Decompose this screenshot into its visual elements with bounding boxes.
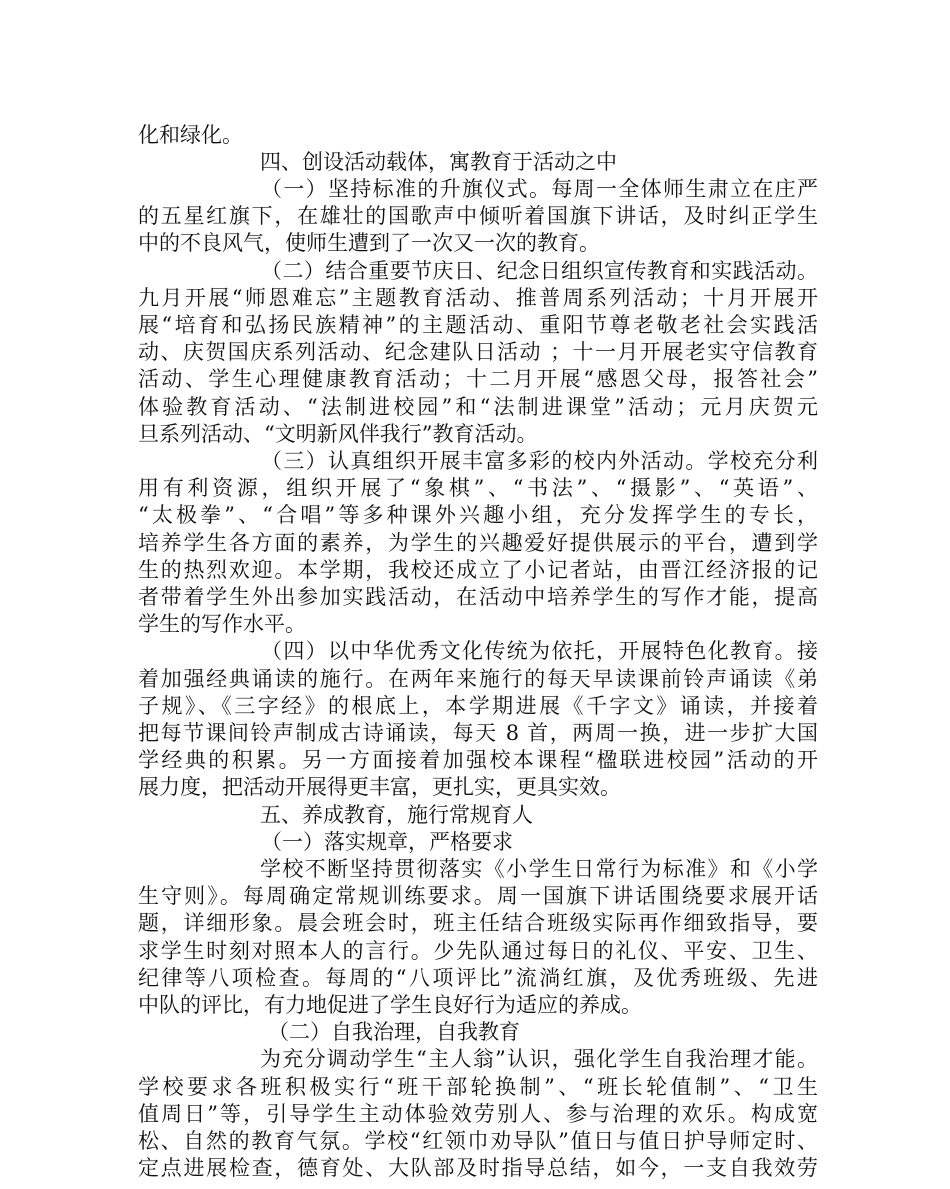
text-line: （一）落实规章，严格要求 bbox=[261, 829, 513, 854]
text-line: 旦系列活动、“文明新风伴我行”教育活动。 bbox=[138, 421, 538, 446]
text-line: 把每节课间铃声制成古诗诵读，每天 8 首，两周一换，进一步扩大国 bbox=[138, 720, 818, 745]
text-line: 定点进展检查，德育处、大队部及时指导总结，如今，一支自我效劳 bbox=[138, 1156, 818, 1181]
text-line: 求学生时刻对照本人的言行。少先队通过每日的礼仪、平安、卫生、 bbox=[138, 938, 818, 963]
text-line: 五、养成教育，施行常规育人 bbox=[260, 802, 533, 827]
text-line: 九月开展“师恩难忘”主题教育活动、推普周系列活动；十月开展开 bbox=[138, 285, 818, 310]
text-line: 题，详细形象。晨会班会时，班主任结合班级实际再作细致指导，要 bbox=[138, 911, 818, 936]
text-line: 体验教育活动、“法制进校园”和“法制进课堂”活动；元月庆贺元 bbox=[138, 394, 818, 419]
text-line: 学生的写作水平。 bbox=[138, 612, 306, 637]
text-line: 学经典的积累。另一方面接着加强校本课程“楹联进校园”活动的开 bbox=[138, 748, 818, 773]
text-line: 展力度，把活动开展得更丰富，更扎实，更具实效。 bbox=[138, 775, 621, 800]
text-line: 中的不良风气，使师生遭到了一次又一次的教育。 bbox=[138, 231, 600, 256]
text-line: 松、自然的教育气氛。学校“红领巾劝导队”值日与值日护导师定时、 bbox=[138, 1128, 818, 1153]
text-line: （一）坚持标准的升旗仪式。每周一全体师生肃立在庄严 bbox=[261, 176, 818, 201]
text-line: 中队的评比，有力地促进了学生良好行为适应的养成。 bbox=[138, 992, 642, 1017]
text-line: 生的热烈欢迎。本学期，我校还成立了小记者站，由晋江经济报的记 bbox=[138, 557, 818, 582]
text-line: 为充分调动学生“主人翁”认识，强化学生自我治理才能。 bbox=[260, 1047, 818, 1072]
text-line: 的五星红旗下，在雄壮的国歌声中倾听着国旗下讲话，及时纠正学生 bbox=[138, 204, 818, 229]
text-line: 值周日”等，引导学生主动体验效劳别人、参与治理的欢乐。构成宽 bbox=[138, 1101, 818, 1126]
text-line: 纪律等八项检查。每周的“八项评比”流淌红旗，及优秀班级、先进 bbox=[138, 965, 818, 990]
text-line: 活动、学生心理健康教育活动；十二月开展“感恩父母，报答社会” bbox=[138, 367, 818, 392]
text-line: 动、庆贺国庆系列活动、纪念建队日活动 ；十一月开展老实守信教育 bbox=[138, 340, 818, 365]
text-line: 生守则》。每周确定常规训练要求。周一国旗下讲话围绕要求展开话 bbox=[138, 884, 818, 909]
text-line: （二）自我治理，自我教育 bbox=[268, 1020, 520, 1045]
text-line: 培养学生各方面的素养，为学生的兴趣爱好提供展示的平台，遭到学 bbox=[138, 530, 818, 555]
text-line: 者带着学生外出参加实践活动，在活动中培养学生的写作才能，提高 bbox=[138, 584, 818, 609]
text-line: 子规》、《三字经》的根底上，本学期进展《千字文》诵读，并接着 bbox=[138, 693, 818, 718]
text-line: 学校不断坚持贯彻落实《小学生日常行为标准》和《小学 bbox=[260, 856, 818, 881]
text-line: 学校要求各班积极实行“班干部轮换制”、“班长轮值制”、“卫生 bbox=[138, 1074, 818, 1099]
text-line: （三）认真组织开展丰富多彩的校内外活动。学校充分利 bbox=[261, 448, 818, 473]
text-line: 化和绿化。 bbox=[138, 122, 243, 147]
text-line: “太极拳”、“合唱”等多种课外兴趣小组，充分发挥学生的专长， bbox=[138, 503, 818, 528]
text-line: 展“培育和弘扬民族精神”的主题活动、重阳节尊老敬老社会实践活 bbox=[138, 312, 818, 337]
text-line: （二）结合重要节庆日、纪念日组织宣传教育和实践活动。 bbox=[261, 258, 818, 283]
text-line: 用有利资源，组织开展了“象棋”、“书法”、“摄影”、“英语”、 bbox=[138, 476, 818, 501]
text-line: 四、创设活动载体，寓教育于活动之中 bbox=[260, 149, 617, 174]
text-line: （四）以中华优秀文化传统为依托，开展特色化教育。接 bbox=[261, 639, 818, 664]
text-line: 着加强经典诵读的施行。在两年来施行的每天早读课前铃声诵读《弟 bbox=[138, 666, 818, 691]
